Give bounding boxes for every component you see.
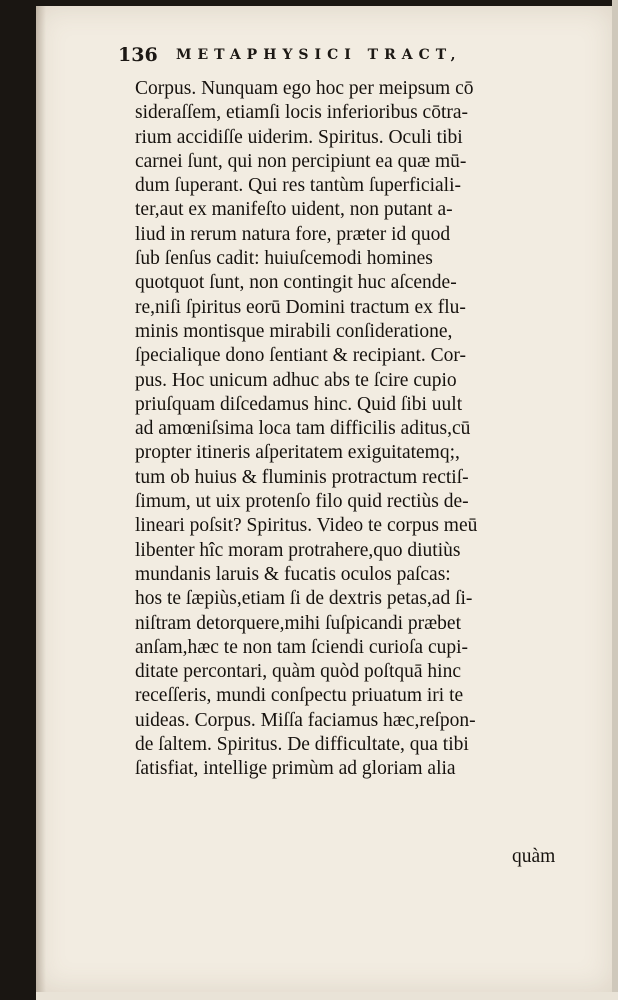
text-line: carnei ſunt, qui non percipiunt ea quæ mū- [135, 150, 467, 172]
page-right-edge [612, 0, 618, 1000]
text-line: niſtram detorquere,mihi ſuſpicandi præbet [135, 612, 461, 634]
text-line: quotquot ſunt, non contingit huc aſcende- [135, 272, 457, 294]
page-number: 136 [118, 44, 158, 66]
text-line: pus. Hoc unicum adhuc abs te ſcire cupio [135, 369, 457, 391]
text-line: ſatisfiat, intellige primùm ad gloriam alia [135, 758, 456, 780]
text-line: ſpecialique dono ſentiant & recipiant. Cor- [135, 345, 467, 367]
text-line: hos te ſæpiùs,etiam ſi de dextris petas,ad ſi- [135, 588, 473, 610]
text-line: anſam,hæc te non tam ſciendi curioſa cupi- [135, 636, 469, 658]
text-line: uideas. Corpus. Miſſa faciamus hæc,reſpon- [135, 709, 476, 731]
text-line: libenter hîc moram protrahere,quo diutiùs [135, 539, 461, 561]
body-text [135, 77, 585, 782]
text-line: re,niſi ſpiritus eorū Domini tractum ex flu- [135, 296, 466, 318]
catchword: quàm [512, 846, 556, 867]
running-title: METAPHYSICI TRACT, [176, 47, 462, 63]
text-line: dum ſuperant. Qui res tantùm ſuperficiali- [135, 175, 461, 197]
page-header [118, 44, 588, 74]
page-gutter-shadow [36, 6, 46, 992]
page-bottom-edge [36, 992, 618, 1000]
text-line: ſimum, ut uix protenſo filo quid rectiùs de- [135, 491, 469, 513]
text-line: sideraſſem, etiamſi locis inferioribus cōtra- [135, 102, 469, 124]
text-line: lineari poſsit? Spiritus. Video te corpus meū [135, 515, 478, 537]
text-line: ter,aut ex manifeſto uident, non putant a- [135, 199, 453, 221]
text-line: ſub ſenſus cadit: huiuſcemodi homines [135, 248, 433, 270]
text-line: ditate percontari, quàm quòd poſtquā hinc [135, 661, 461, 683]
text-line: mundanis laruis & fucatis oculos paſcas: [135, 563, 451, 585]
text-line: ad amœniſsima loca tam difficilis aditus,cū [135, 418, 471, 440]
text-line: tum ob huius & fluminis protractum rectiſ- [135, 466, 469, 488]
text-line: liud in rerum natura fore, præter id quod [135, 223, 451, 245]
text-line: priuſquam diſcedamus hinc. Quid ſibi uult [135, 393, 463, 415]
text-line: de ſaltem. Spiritus. De difficultate, qua tibi [135, 734, 469, 756]
text-line: Corpus. Nunquam ego hoc per meipsum cō [135, 78, 474, 99]
text-line: minis montisque mirabili conſideratione, [135, 320, 453, 342]
text-line: receſſeris, mundi conſpectu priuatum iri te [135, 685, 464, 707]
text-line: propter itineris aſperitatem exiguitatemq;, [135, 442, 460, 464]
text-line: rium accidiſſe uiderim. Spiritus. Oculi tibi [135, 126, 463, 148]
